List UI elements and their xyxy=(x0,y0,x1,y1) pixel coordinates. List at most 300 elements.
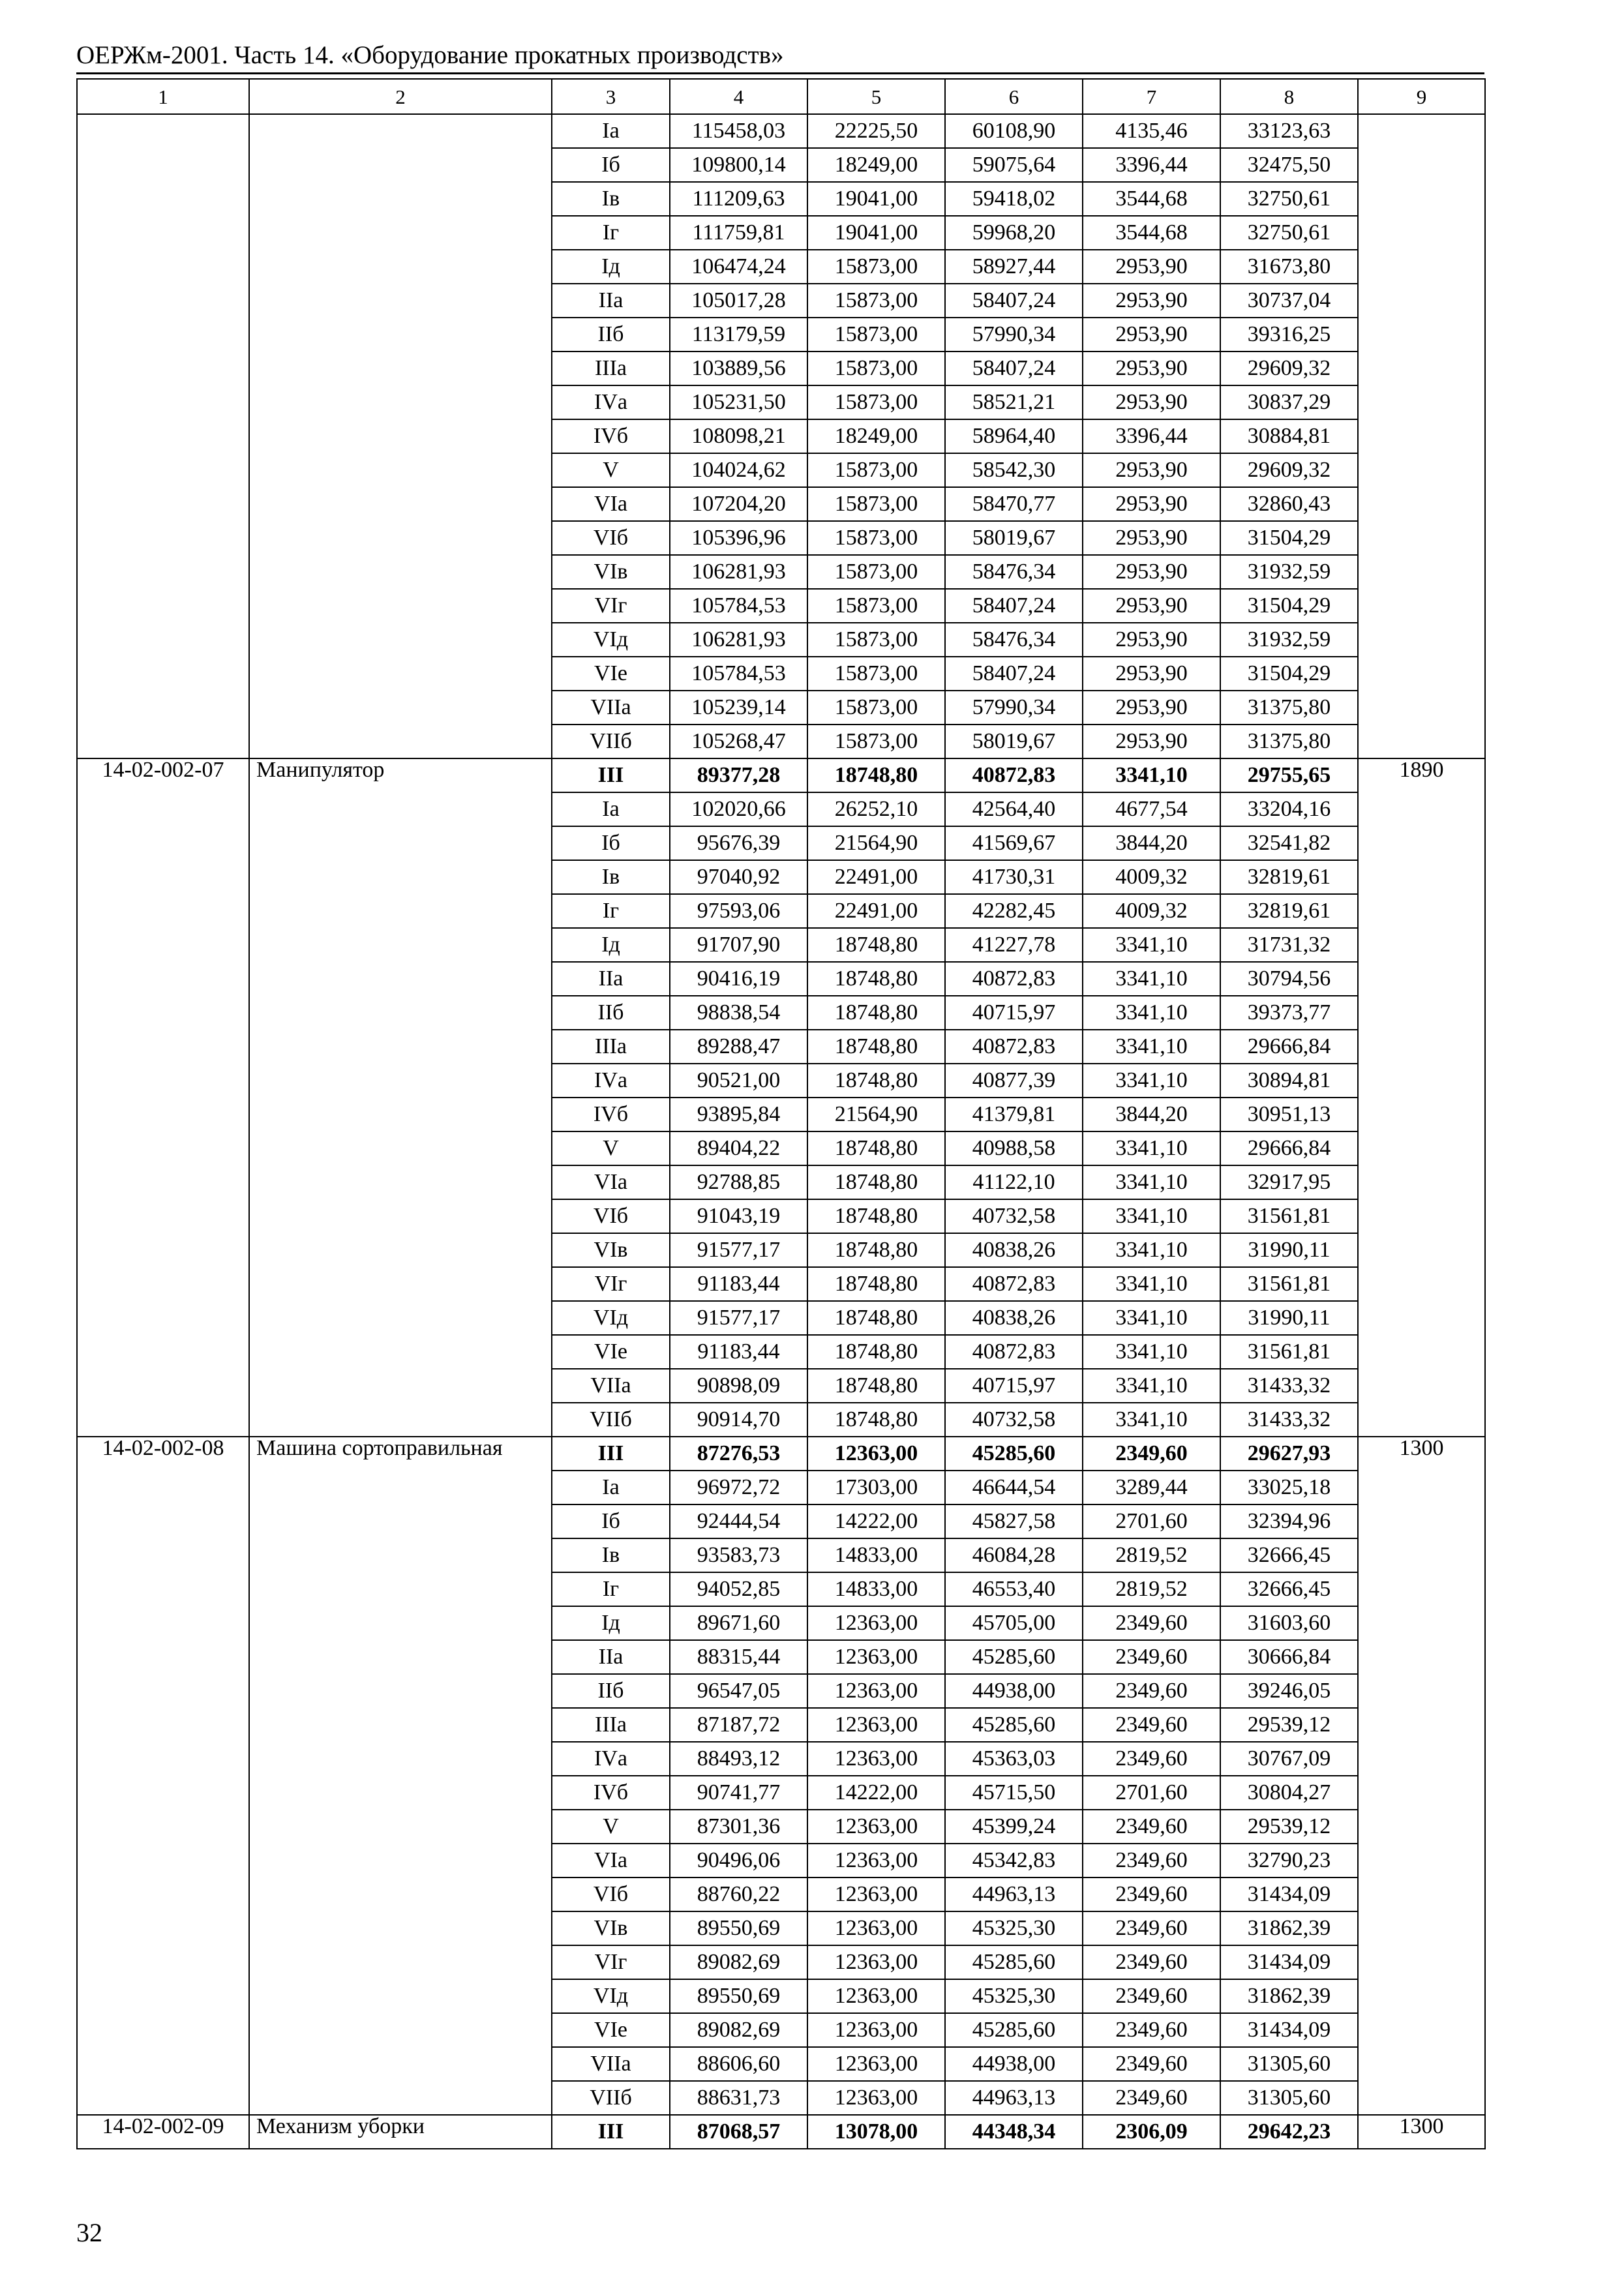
cell-col8: 32394,96 xyxy=(1220,1504,1358,1538)
cell-name xyxy=(249,894,552,928)
table-row xyxy=(77,1471,1485,1504)
cell-col9 xyxy=(1358,826,1485,860)
cell-col7: 3844,20 xyxy=(1083,1098,1220,1131)
cell-name xyxy=(249,1403,552,1437)
cell-col4: 87187,72 xyxy=(670,1708,807,1742)
cell-col6: 41227,78 xyxy=(945,928,1083,962)
cell-col7: 2349,60 xyxy=(1083,1945,1220,1979)
cell-col8: 32790,23 xyxy=(1220,1844,1358,1878)
cell-code xyxy=(77,1403,249,1437)
cell-col5: 18748,80 xyxy=(807,962,945,996)
table-row xyxy=(77,928,1485,962)
cell-code xyxy=(77,1844,249,1878)
cell-col7: 2349,60 xyxy=(1083,1742,1220,1776)
cell-code: 14-02-002-09 xyxy=(77,2115,249,2149)
cell-col7: 3844,20 xyxy=(1083,826,1220,860)
cell-zone: VIб xyxy=(552,1199,670,1233)
cell-col6: 45715,50 xyxy=(945,1776,1083,1810)
table-row xyxy=(77,1098,1485,1131)
cell-code xyxy=(77,826,249,860)
cell-name xyxy=(249,250,552,284)
cell-code xyxy=(77,1471,249,1504)
cell-col9 xyxy=(1358,792,1485,826)
cell-code xyxy=(77,1233,249,1267)
cell-zone: IIа xyxy=(552,962,670,996)
cell-col9 xyxy=(1358,1064,1485,1098)
cell-name xyxy=(249,1674,552,1708)
cell-col4: 93583,73 xyxy=(670,1538,807,1572)
cell-col6: 40732,58 xyxy=(945,1199,1083,1233)
cell-col4: 105231,50 xyxy=(670,385,807,419)
cell-code xyxy=(77,182,249,216)
cell-col4: 90914,70 xyxy=(670,1403,807,1437)
cell-name xyxy=(249,1572,552,1606)
cell-col9 xyxy=(1358,1471,1485,1504)
cell-zone: VIв xyxy=(552,555,670,589)
cell-col7: 3396,44 xyxy=(1083,419,1220,453)
cell-col9 xyxy=(1358,860,1485,894)
cell-col5: 12363,00 xyxy=(807,1742,945,1776)
cell-col5: 17303,00 xyxy=(807,1471,945,1504)
cell-zone: IVа xyxy=(552,1064,670,1098)
cell-col4: 89082,69 xyxy=(670,1945,807,1979)
cell-zone: Iв xyxy=(552,1538,670,1572)
cell-name xyxy=(249,826,552,860)
cell-name xyxy=(249,1640,552,1674)
table-row xyxy=(77,385,1485,419)
table-row xyxy=(77,487,1485,521)
cell-col9 xyxy=(1358,1844,1485,1878)
cell-name xyxy=(249,725,552,758)
cell-col9 xyxy=(1358,453,1485,487)
cell-col5: 18748,80 xyxy=(807,1131,945,1165)
cell-col5: 18748,80 xyxy=(807,996,945,1030)
cell-name xyxy=(249,1878,552,1911)
cell-col8: 29755,65 xyxy=(1220,758,1358,792)
cell-name xyxy=(249,1504,552,1538)
cell-col6: 45827,58 xyxy=(945,1504,1083,1538)
table-body xyxy=(77,114,1485,2149)
cell-col5: 18748,80 xyxy=(807,1335,945,1369)
cell-col6: 40872,83 xyxy=(945,1335,1083,1369)
cell-name xyxy=(249,284,552,318)
cell-col7: 3341,10 xyxy=(1083,758,1220,792)
table-row xyxy=(77,1708,1485,1742)
cell-col8: 31375,80 xyxy=(1220,725,1358,758)
cell-zone: Iв xyxy=(552,182,670,216)
cell-name xyxy=(249,1911,552,1945)
cell-code xyxy=(77,1810,249,1844)
cell-col5: 15873,00 xyxy=(807,318,945,352)
cell-name xyxy=(249,1199,552,1233)
cell-col7: 2306,09 xyxy=(1083,2115,1220,2149)
cell-col9: 1890 xyxy=(1358,758,1485,792)
cell-col6: 41379,81 xyxy=(945,1098,1083,1131)
cell-name xyxy=(249,691,552,725)
cell-col9 xyxy=(1358,1131,1485,1165)
cell-code xyxy=(77,1335,249,1369)
cell-col9 xyxy=(1358,928,1485,962)
table-row xyxy=(77,1742,1485,1776)
cell-code xyxy=(77,860,249,894)
cell-col7: 2953,90 xyxy=(1083,352,1220,385)
cell-col8: 30666,84 xyxy=(1220,1640,1358,1674)
cell-col8: 30737,04 xyxy=(1220,284,1358,318)
column-header: 1 xyxy=(77,79,249,114)
cell-zone: VIIб xyxy=(552,725,670,758)
column-header: 2 xyxy=(249,79,552,114)
cell-col8: 32819,61 xyxy=(1220,860,1358,894)
cell-col5: 15873,00 xyxy=(807,691,945,725)
cell-col8: 29609,32 xyxy=(1220,352,1358,385)
cell-col6: 58542,30 xyxy=(945,453,1083,487)
cell-name xyxy=(249,216,552,250)
cell-col6: 58019,67 xyxy=(945,725,1083,758)
cell-col4: 88315,44 xyxy=(670,1640,807,1674)
cell-col5: 14833,00 xyxy=(807,1538,945,1572)
cell-col9 xyxy=(1358,657,1485,691)
cell-zone: IVа xyxy=(552,1742,670,1776)
cell-col9 xyxy=(1358,1776,1485,1810)
cell-zone: Iд xyxy=(552,928,670,962)
cell-col7: 2953,90 xyxy=(1083,589,1220,623)
table-row xyxy=(77,284,1485,318)
cell-col6: 42564,40 xyxy=(945,792,1083,826)
cell-col6: 58476,34 xyxy=(945,623,1083,657)
cell-col7: 2349,60 xyxy=(1083,1911,1220,1945)
cell-col5: 18748,80 xyxy=(807,1030,945,1064)
table-row xyxy=(77,521,1485,555)
cell-col6: 40872,83 xyxy=(945,962,1083,996)
cell-col5: 15873,00 xyxy=(807,521,945,555)
cell-col8: 31990,11 xyxy=(1220,1233,1358,1267)
cell-col9 xyxy=(1358,894,1485,928)
cell-name xyxy=(249,589,552,623)
cell-col4: 104024,62 xyxy=(670,453,807,487)
cell-col5: 12363,00 xyxy=(807,2081,945,2115)
cell-col6: 40715,97 xyxy=(945,1369,1083,1403)
cell-col4: 87301,36 xyxy=(670,1810,807,1844)
cell-col4: 96972,72 xyxy=(670,1471,807,1504)
cell-col5: 12363,00 xyxy=(807,2013,945,2047)
cell-name xyxy=(249,1810,552,1844)
table-row xyxy=(77,1810,1485,1844)
cell-col4: 92444,54 xyxy=(670,1504,807,1538)
cell-col9: 1300 xyxy=(1358,2115,1485,2149)
cell-col4: 111759,81 xyxy=(670,216,807,250)
cell-name xyxy=(249,1267,552,1301)
cell-code xyxy=(77,521,249,555)
cell-col5: 12363,00 xyxy=(807,1437,945,1471)
cell-col8: 33123,63 xyxy=(1220,114,1358,148)
cell-col7: 2953,90 xyxy=(1083,555,1220,589)
table-row xyxy=(77,352,1485,385)
cell-code xyxy=(77,1165,249,1199)
cell-name xyxy=(249,453,552,487)
cell-col7: 3341,10 xyxy=(1083,1064,1220,1098)
cell-zone: Iб xyxy=(552,826,670,860)
cell-col6: 46084,28 xyxy=(945,1538,1083,1572)
cell-col4: 90521,00 xyxy=(670,1064,807,1098)
table-row xyxy=(77,1538,1485,1572)
table-row xyxy=(77,1844,1485,1878)
cell-code xyxy=(77,114,249,148)
cell-col4: 106281,93 xyxy=(670,555,807,589)
cell-col7: 3341,10 xyxy=(1083,1165,1220,1199)
cell-col7: 2349,60 xyxy=(1083,1979,1220,2013)
cell-col9 xyxy=(1358,1674,1485,1708)
cell-zone: III xyxy=(552,2115,670,2149)
table-row xyxy=(77,2013,1485,2047)
cell-zone: Iд xyxy=(552,250,670,284)
cell-zone: IIIа xyxy=(552,1030,670,1064)
cell-col5: 15873,00 xyxy=(807,725,945,758)
cell-code xyxy=(77,928,249,962)
cell-col5: 18748,80 xyxy=(807,1064,945,1098)
cell-name xyxy=(249,1030,552,1064)
table-row xyxy=(77,1301,1485,1335)
cell-col5: 18748,80 xyxy=(807,758,945,792)
cell-col6: 58521,21 xyxy=(945,385,1083,419)
cell-col6: 58407,24 xyxy=(945,589,1083,623)
cell-name xyxy=(249,419,552,453)
cell-code: 14-02-002-07 xyxy=(77,758,249,792)
cell-col5: 18748,80 xyxy=(807,1369,945,1403)
cell-name xyxy=(249,962,552,996)
cell-col8: 33204,16 xyxy=(1220,792,1358,826)
cell-col5: 22491,00 xyxy=(807,894,945,928)
cell-col4: 113179,59 xyxy=(670,318,807,352)
cell-col9 xyxy=(1358,1165,1485,1199)
cell-col8: 31434,09 xyxy=(1220,1878,1358,1911)
cell-zone: IIIа xyxy=(552,352,670,385)
cell-name xyxy=(249,521,552,555)
cell-zone: V xyxy=(552,1131,670,1165)
cell-col9 xyxy=(1358,1199,1485,1233)
cell-col9 xyxy=(1358,521,1485,555)
cell-col8: 31305,60 xyxy=(1220,2081,1358,2115)
cell-col7: 3289,44 xyxy=(1083,1471,1220,1504)
table-row xyxy=(77,1437,1485,1471)
cell-col6: 42282,45 xyxy=(945,894,1083,928)
cell-col5: 18748,80 xyxy=(807,1233,945,1267)
cell-name xyxy=(249,182,552,216)
cell-col4: 95676,39 xyxy=(670,826,807,860)
cell-col6: 58927,44 xyxy=(945,250,1083,284)
cell-col9 xyxy=(1358,1233,1485,1267)
cell-col8: 32475,50 xyxy=(1220,148,1358,182)
cell-col8: 29666,84 xyxy=(1220,1131,1358,1165)
cell-col7: 3544,68 xyxy=(1083,182,1220,216)
cell-code xyxy=(77,284,249,318)
cell-code xyxy=(77,1199,249,1233)
cell-col7: 2701,60 xyxy=(1083,1504,1220,1538)
cell-col7: 2349,60 xyxy=(1083,1437,1220,1471)
cell-col6: 45285,60 xyxy=(945,1640,1083,1674)
cell-col5: 12363,00 xyxy=(807,1945,945,1979)
cell-col7: 2953,90 xyxy=(1083,691,1220,725)
cell-col4: 87068,57 xyxy=(670,2115,807,2149)
cell-col6: 45325,30 xyxy=(945,1979,1083,2013)
table-row xyxy=(77,1878,1485,1911)
table-row xyxy=(77,1911,1485,1945)
cell-col9 xyxy=(1358,1403,1485,1437)
cell-name xyxy=(249,1165,552,1199)
cell-col9 xyxy=(1358,1572,1485,1606)
cell-col6: 45399,24 xyxy=(945,1810,1083,1844)
cell-col8: 30794,56 xyxy=(1220,962,1358,996)
table-row xyxy=(77,826,1485,860)
cell-code xyxy=(77,1911,249,1945)
cell-col5: 15873,00 xyxy=(807,352,945,385)
cell-code xyxy=(77,216,249,250)
cell-col9 xyxy=(1358,1742,1485,1776)
cell-col6: 45285,60 xyxy=(945,1708,1083,1742)
cell-col9 xyxy=(1358,385,1485,419)
cell-col9 xyxy=(1358,487,1485,521)
table-row xyxy=(77,1199,1485,1233)
cell-col6: 44348,34 xyxy=(945,2115,1083,2149)
table-header-row xyxy=(77,79,1485,114)
cell-col5: 12363,00 xyxy=(807,1810,945,1844)
cell-col7: 2953,90 xyxy=(1083,318,1220,352)
cell-zone: VIг xyxy=(552,1945,670,1979)
cell-col8: 39316,25 xyxy=(1220,318,1358,352)
cell-col7: 4009,32 xyxy=(1083,894,1220,928)
cell-col5: 15873,00 xyxy=(807,385,945,419)
cell-zone: Iб xyxy=(552,1504,670,1538)
table-row xyxy=(77,114,1485,148)
cell-col5: 15873,00 xyxy=(807,589,945,623)
table-row xyxy=(77,1504,1485,1538)
cell-zone: VIе xyxy=(552,657,670,691)
cell-zone: VIд xyxy=(552,1979,670,2013)
cell-zone: III xyxy=(552,1437,670,1471)
cell-col6: 45285,60 xyxy=(945,1437,1083,1471)
cell-col8: 31504,29 xyxy=(1220,589,1358,623)
cell-col6: 40838,26 xyxy=(945,1233,1083,1267)
table-row xyxy=(77,216,1485,250)
cell-col6: 40988,58 xyxy=(945,1131,1083,1165)
cell-col9 xyxy=(1358,996,1485,1030)
cell-col6: 59968,20 xyxy=(945,216,1083,250)
cell-col8: 31561,81 xyxy=(1220,1267,1358,1301)
cell-zone: IIа xyxy=(552,284,670,318)
table-row xyxy=(77,1369,1485,1403)
cell-col5: 18748,80 xyxy=(807,1165,945,1199)
cell-code xyxy=(77,1030,249,1064)
cell-col8: 32860,43 xyxy=(1220,487,1358,521)
cell-zone: VIг xyxy=(552,1267,670,1301)
cell-name: Машина сортоправильная xyxy=(249,1437,552,1471)
cell-col9 xyxy=(1358,352,1485,385)
cell-col5: 15873,00 xyxy=(807,657,945,691)
cell-code xyxy=(77,148,249,182)
cell-col6: 59075,64 xyxy=(945,148,1083,182)
cell-col9 xyxy=(1358,216,1485,250)
cell-code xyxy=(77,1742,249,1776)
cell-col8: 33025,18 xyxy=(1220,1471,1358,1504)
cell-col9 xyxy=(1358,1538,1485,1572)
cell-col6: 40872,83 xyxy=(945,758,1083,792)
cell-col5: 12363,00 xyxy=(807,1844,945,1878)
cell-col8: 31433,32 xyxy=(1220,1403,1358,1437)
cell-col4: 89288,47 xyxy=(670,1030,807,1064)
cell-name xyxy=(249,860,552,894)
cell-zone: VIа xyxy=(552,1844,670,1878)
cell-col4: 88631,73 xyxy=(670,2081,807,2115)
cell-name xyxy=(249,1945,552,1979)
cell-col4: 97040,92 xyxy=(670,860,807,894)
table-row xyxy=(77,318,1485,352)
cell-zone: VIв xyxy=(552,1911,670,1945)
table-row xyxy=(77,962,1485,996)
cell-zone: VIг xyxy=(552,589,670,623)
cell-col8: 31862,39 xyxy=(1220,1911,1358,1945)
cell-name xyxy=(249,657,552,691)
table-row xyxy=(77,589,1485,623)
cell-col5: 12363,00 xyxy=(807,1674,945,1708)
cell-col4: 105784,53 xyxy=(670,589,807,623)
cell-col4: 97593,06 xyxy=(670,894,807,928)
cell-col9 xyxy=(1358,1911,1485,1945)
cell-name xyxy=(249,1131,552,1165)
cell-col4: 105017,28 xyxy=(670,284,807,318)
cell-col9 xyxy=(1358,589,1485,623)
cell-zone: VIб xyxy=(552,521,670,555)
cell-code xyxy=(77,1606,249,1640)
cell-col5: 19041,00 xyxy=(807,216,945,250)
cell-col8: 31433,32 xyxy=(1220,1369,1358,1403)
cell-zone: IIб xyxy=(552,996,670,1030)
cell-col5: 12363,00 xyxy=(807,1911,945,1945)
cell-col7: 2349,60 xyxy=(1083,2047,1220,2081)
cell-col4: 105396,96 xyxy=(670,521,807,555)
cell-col7: 3341,10 xyxy=(1083,1030,1220,1064)
cell-col7: 2953,90 xyxy=(1083,453,1220,487)
cell-col6: 58407,24 xyxy=(945,284,1083,318)
cell-col4: 111209,63 xyxy=(670,182,807,216)
cell-col7: 3341,10 xyxy=(1083,996,1220,1030)
cell-col9 xyxy=(1358,1878,1485,1911)
cell-zone: IIб xyxy=(552,318,670,352)
cell-col9 xyxy=(1358,148,1485,182)
cell-code xyxy=(77,1979,249,2013)
cell-code xyxy=(77,318,249,352)
column-header: 9 xyxy=(1358,79,1485,114)
cell-zone: Iг xyxy=(552,894,670,928)
cell-col6: 44938,00 xyxy=(945,1674,1083,1708)
cell-col4: 105784,53 xyxy=(670,657,807,691)
table-row xyxy=(77,555,1485,589)
cell-col8: 29539,12 xyxy=(1220,1708,1358,1742)
cell-col4: 98838,54 xyxy=(670,996,807,1030)
cell-col8: 31561,81 xyxy=(1220,1335,1358,1369)
cell-col5: 12363,00 xyxy=(807,2047,945,2081)
table-row xyxy=(77,2047,1485,2081)
cell-col4: 91043,19 xyxy=(670,1199,807,1233)
cell-code xyxy=(77,657,249,691)
table-row xyxy=(77,691,1485,725)
cell-col8: 29642,23 xyxy=(1220,2115,1358,2149)
table-row xyxy=(77,725,1485,758)
cell-col7: 3341,10 xyxy=(1083,1335,1220,1369)
cell-col4: 93895,84 xyxy=(670,1098,807,1131)
cell-col7: 2349,60 xyxy=(1083,1844,1220,1878)
cell-col7: 2953,90 xyxy=(1083,284,1220,318)
cell-name xyxy=(249,2047,552,2081)
cell-col7: 2349,60 xyxy=(1083,1606,1220,1640)
